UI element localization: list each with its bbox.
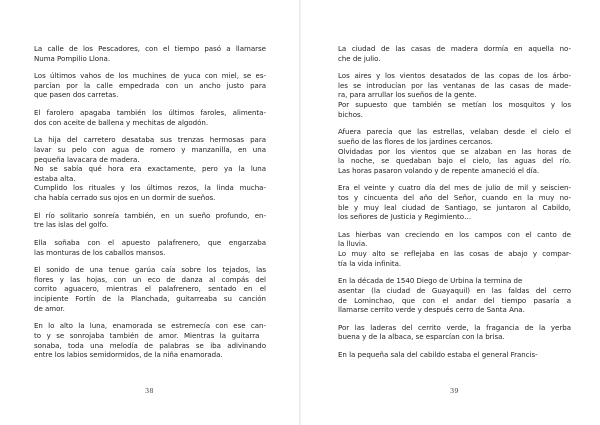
paragraph	[34, 238, 266, 257]
text-line: Cumplido los rituales y los últimos rezos, la linda mucha-	[34, 183, 266, 193]
text-line: La hija del carretero desataba sus trenzas hermosas para	[34, 135, 266, 145]
text-line: lavar su pelo con agua de romero y manzanilla, en una	[34, 145, 266, 155]
text-line: che de julio.	[338, 53, 381, 63]
text-line: que pasen dos carretas.	[34, 90, 119, 100]
text-line: sonaba, toda una melodía de palabras se iba adivinando	[34, 340, 266, 350]
text-line: parcían por la calle empedrada con un ancho justo para	[34, 80, 266, 90]
text-line: corrito aguacero, mientras el palafrenero, sentado en el	[34, 284, 266, 294]
paragraph	[34, 321, 266, 359]
paragraph	[338, 276, 571, 314]
page-number-left: 38	[145, 387, 154, 395]
text-line: Afuera parecía que las estrellas, velaban desde el cielo el	[338, 127, 571, 137]
text-line: El río solitario sonreía también, en un sueño profundo, en-	[34, 210, 266, 220]
text-line: Los últimos vahos de los muchines de yuca con miel, se es-	[34, 71, 266, 81]
text-line: Por supuesto que también se metían los mosquitos y los	[338, 100, 571, 110]
text-line: sueño de las flores de los jardines cercanos.	[338, 136, 493, 146]
text-line: Por las laderas del cerrito verde, la fragancia de la yerba	[338, 322, 571, 332]
text-line: Olvidadas por los vientos que se alzaban en las horas de	[338, 146, 571, 156]
paragraph	[338, 323, 571, 342]
paragraph	[34, 135, 266, 202]
text-line: flores y las hojas, con un eco de danza al compás del	[34, 274, 266, 284]
paragraph	[338, 44, 571, 63]
page-number-right: 39	[450, 387, 459, 395]
text-line: Las horas pasaron volando y de repente amaneció el día.	[338, 165, 540, 175]
text-line: to y se sonrojaba también de amor. Mientras la guitarra	[34, 330, 260, 340]
text-line: buena y de la albaca, se esparcían con la brisa.	[338, 332, 505, 342]
text-line: Era el veinte y cuatro día del mes de julio de mil y seiscien-	[338, 183, 571, 193]
text-line: de amor.	[34, 303, 65, 313]
text-line: entre los labios semidormidos, de la niña enamorada.	[34, 350, 223, 360]
text-line: Numa Pompilio Llona.	[34, 53, 111, 63]
paragraph	[34, 265, 266, 313]
text-line: tía la vida infinita.	[338, 258, 402, 268]
text-line: La ciudad de las casas de madera dormía en aquella no-	[338, 44, 571, 53]
paragraph	[34, 108, 266, 127]
paragraph	[338, 127, 571, 175]
text-line: tos y cincuenta del año del Señor, cuando en la muy no-	[338, 193, 571, 202]
text-line: estaba alta.	[34, 173, 76, 183]
text-line: En la década de 1540 Diego de Urbina la termina de	[338, 276, 523, 286]
paragraph	[338, 183, 571, 221]
text-line: Lo muy alto se reflejaba en las cosas de abajo y compar-	[338, 249, 571, 259]
text-line: En la pequeña sala del cabildo estaba el general Francis-	[338, 350, 538, 360]
text-line: Las hierbas van creciendo en los campos con el canto de	[338, 229, 571, 239]
text-line: la lluvia.	[338, 239, 368, 249]
text-line: El farolero apagaba también los últimos faroles, alimenta-	[34, 108, 266, 118]
text-line: asentar (la ciudad de Guayaquil) en las faldas del cerro	[338, 285, 571, 295]
text-line: incipiente Fortín de la Planchada, guitarreaba su canción	[34, 294, 266, 304]
page-right	[338, 44, 571, 368]
paragraph	[338, 350, 571, 360]
paragraph	[338, 230, 571, 268]
text-line: la noche, se quedaban bajo el cielo, las aguas del río.	[338, 156, 571, 166]
text-line: ra, para arrullar los sueños de la gente.	[338, 90, 477, 100]
text-line: las monturas de los caballos mansos.	[34, 247, 166, 257]
book-gutter	[299, 0, 301, 425]
text-line: bichos.	[338, 109, 363, 119]
text-line: cha había cerrado sus ojos en un dormir de sueños.	[34, 193, 216, 202]
text-line: La calle de los Pescadores, con el tiempo pasó a llamarse	[34, 44, 266, 53]
text-line: les se introducían por las ventanas de las casas de made-	[338, 80, 571, 90]
page-left	[34, 44, 266, 368]
text-line: llamarse cerrito verde y después cerro de Santa Ana.	[338, 305, 525, 315]
paragraph	[338, 71, 571, 119]
text-line: El sonido de una tenue garúa caía sobre los tejados, las	[34, 265, 266, 275]
text-line: tre las islas del golfo.	[34, 220, 109, 230]
text-line: Ella soñaba con el apuesto palafrenero, que engarzaba	[34, 237, 266, 247]
text-line: dos con aceite de ballena y mechitas de algodón.	[34, 117, 209, 127]
text-line: de Lominchao, que con el andar del tiempo pasaría a	[338, 295, 571, 305]
text-line: En lo alto la luna, enamorada se estremecía con ese can-	[34, 321, 266, 331]
paragraph	[34, 71, 266, 100]
paragraph	[34, 44, 266, 63]
text-line: ble y muy leal ciudad de Santiago, se juntaron al Cabildo,	[338, 202, 571, 212]
text-line: Los aires y los vientos desatados de las copas de los árbo-	[338, 71, 571, 81]
text-line: pequeña lavacara de madera.	[34, 154, 140, 164]
text-line: No se sabía qué hora era exactamente, pero ya la luna	[34, 164, 266, 174]
text-line: los señores de Justicia y Regimiento…	[338, 212, 472, 222]
paragraph	[34, 211, 266, 230]
